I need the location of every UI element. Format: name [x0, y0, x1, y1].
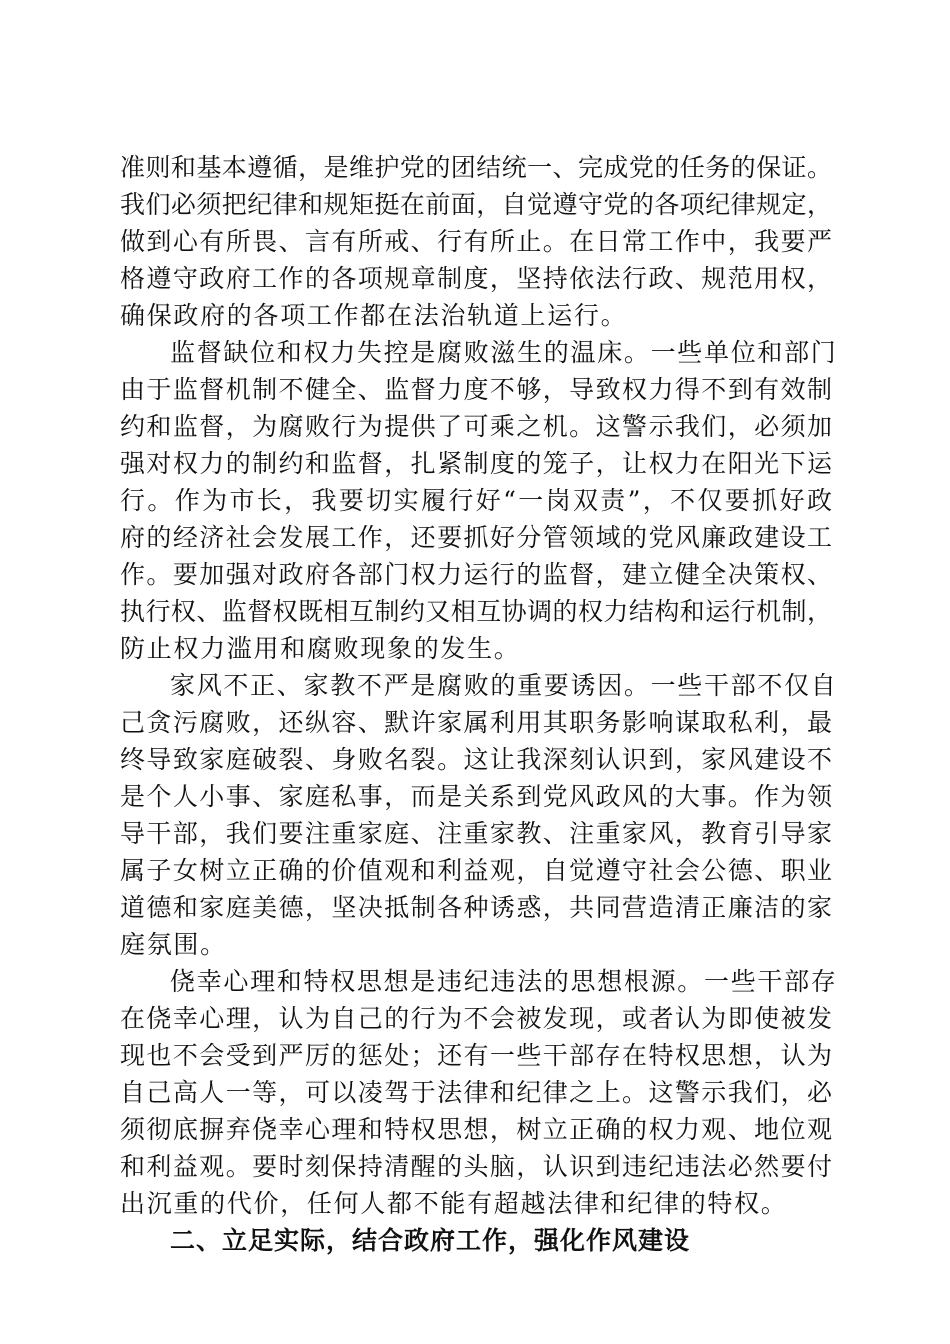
- text-line: 自己高人一等，可以凌驾于法律和纪律之上。这警示我们，必: [120, 1078, 832, 1107]
- text-line: 作。要加强对政府各部门权力运行的监督，建立健全决策权、: [120, 560, 832, 589]
- text-line: 道德和家庭美德，坚决抵制各种诱惑，共同营造清正廉洁的家: [120, 893, 832, 922]
- text-line: 侥幸心理和特权思想是违纪违法的思想根源。一些干部存: [170, 967, 838, 996]
- text-line: 确保政府的各项工作都在法治轨道上运行。: [120, 301, 628, 330]
- text-line: 防止权力滥用和腐败现象的发生。: [120, 634, 521, 663]
- text-line: 在侥幸心理，认为自己的行为不会被发现，或者认为即使被发: [120, 1004, 832, 1033]
- text-line: 出沉重的代价，任何人都不能有超越法律和纪律的特权。: [120, 1189, 788, 1218]
- text-line: 终导致家庭破裂、身败名裂。这让我深刻认识到，家风建设不: [120, 745, 832, 774]
- text-line: 做到心有所畏、言有所戒、行有所止。在日常工作中，我要严: [120, 227, 832, 256]
- text-line: 须彻底摒弃侥幸心理和特权思想，树立正确的权力观、地位观: [120, 1115, 832, 1144]
- text-line: 格遵守政府工作的各项规章制度，坚持依法行政、规范用权，: [120, 264, 832, 293]
- text-line: 己贪污腐败，还纵容、默许家属利用其职务影响谋取私利，最: [120, 708, 832, 737]
- text-line: 由于监督机制不健全、监督力度不够，导致权力得不到有效制: [120, 375, 832, 404]
- text-line: 现也不会受到严厉的惩处；还有一些干部存在特权思想，认为: [120, 1041, 832, 1070]
- text-line: 是个人小事、家庭私事，而是关系到党风政风的大事。作为领: [120, 782, 832, 811]
- text-line: 我们必须把纪律和规矩挺在前面，自觉遵守党的各项纪律规定，: [120, 190, 832, 219]
- text-line: 家风不正、家教不严是腐败的重要诱因。一些干部不仅自: [170, 671, 838, 700]
- text-line: 和利益观。要时刻保持清醒的头脑，认识到违纪违法必然要付: [120, 1152, 832, 1181]
- text-line: 庭氛围。: [120, 930, 227, 959]
- text-line: 执行权、监督权既相互制约又相互协调的权力结构和运行机制，: [120, 597, 832, 626]
- text-line: 行。作为市长，我要切实履行好“一岗双责”，不仅要抓好政: [120, 486, 832, 515]
- text-line: 导干部，我们要注重家庭、注重家教、注重家风，教育引导家: [120, 819, 832, 848]
- text-line: 府的经济社会发展工作，还要抓好分管领域的党风廉政建设工: [120, 523, 832, 552]
- section-heading: 二、立足实际，结合政府工作，强化作风建设: [170, 1226, 691, 1255]
- text-line: 准则和基本遵循，是维护党的团结统一、完成党的任务的保证。: [120, 153, 832, 182]
- text-line: 强对权力的制约和监督，扎紧制度的笼子，让权力在阳光下运: [120, 449, 832, 478]
- text-line: 属子女树立正确的价值观和利益观，自觉遵守社会公德、职业: [120, 856, 832, 885]
- text-line: 约和监督，为腐败行为提供了可乘之机。这警示我们，必须加: [120, 412, 832, 441]
- text-line: 监督缺位和权力失控是腐败滋生的温床。一些单位和部门: [170, 338, 838, 367]
